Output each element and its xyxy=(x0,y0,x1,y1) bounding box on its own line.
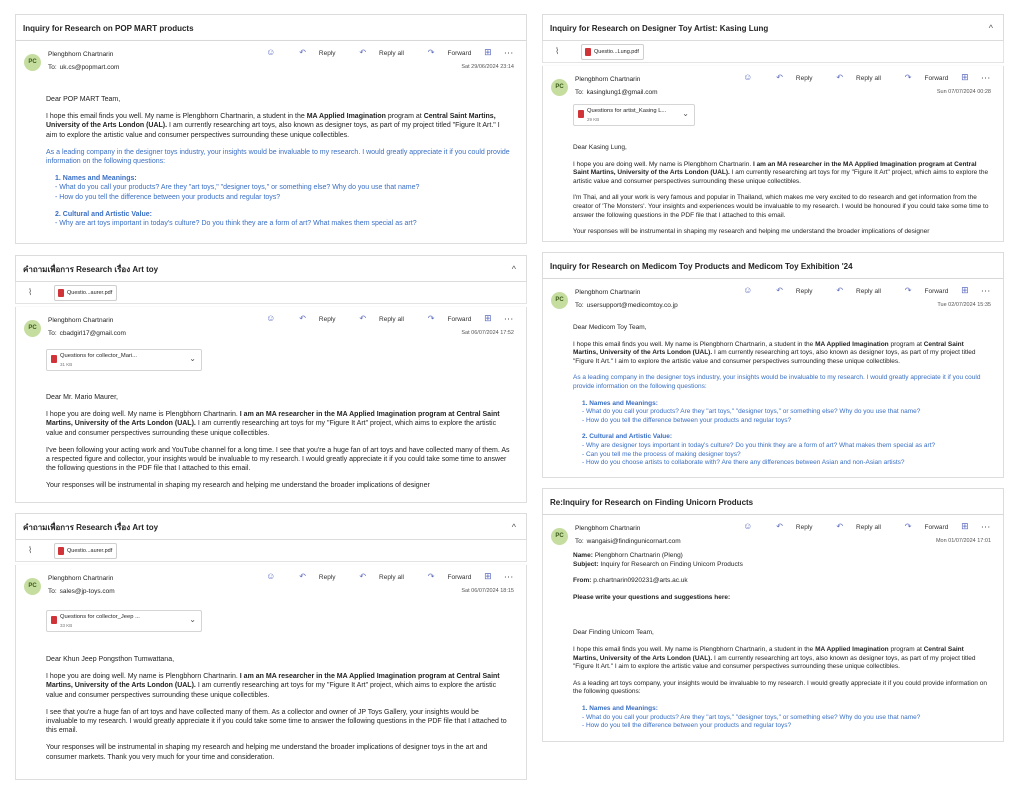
grid-view-icon[interactable]: ⊞ xyxy=(484,47,492,57)
avatar: PC xyxy=(24,54,41,71)
greeting: Dear Kasing Lung, xyxy=(573,144,627,151)
attachment-chip[interactable]: Questio...aurer.pdf xyxy=(54,543,117,559)
chevron-down-icon[interactable]: ⌄ xyxy=(189,615,196,624)
collapse-chevron-icon[interactable]: ^ xyxy=(511,522,516,532)
reply-all-button[interactable]: ↶ Reply all xyxy=(836,286,881,295)
emoji-reaction-icon[interactable]: ☺ xyxy=(266,47,276,57)
reply-icon: ↶ xyxy=(776,522,783,531)
more-options-button[interactable]: ··· xyxy=(504,316,514,323)
message-card xyxy=(542,279,1004,478)
reply-button[interactable]: ↶ Reply xyxy=(776,73,813,82)
message-card xyxy=(542,515,1004,742)
forward-icon: ↷ xyxy=(904,286,912,295)
message-actions xyxy=(255,313,514,325)
message-actions xyxy=(732,72,991,84)
reply-icon: ↶ xyxy=(299,314,306,323)
emoji-reaction-icon[interactable]: ☺ xyxy=(266,571,276,581)
recipient-line: To: cbadgirl17@gmail.com xyxy=(48,330,126,337)
reply-button[interactable]: ↶ Reply xyxy=(776,286,813,295)
email-subject[interactable]: Re:Inquiry for Research on Finding Unicorn Products xyxy=(542,488,1004,515)
reply-button[interactable]: ↶ Reply xyxy=(299,314,336,323)
more-options-button[interactable]: ··· xyxy=(504,50,514,57)
paperclip-icon: ⌇ xyxy=(28,287,33,297)
attachment-row xyxy=(542,41,1004,63)
attachment-size: 33 KB xyxy=(60,623,73,628)
message-body: Dear Medicom Toy Team, I hope this email finds you well. My name is Plengbhorn Chartnarin, a student in the MA Applied Imagination program at Central Saint Martins, University of the Arts London (UAL). I am currently researching art toys, also known as designer toys, as part of my project titled "Figure It Art." I aim to explore the artistic value and consumer perspectives surrounding these unique collectibles. As a leading company in the designer toys industry, your insights would be invaluable to my research. I would greatly appreciate it if you could provide information on the following questions: 1. Names and Meanings: - What do you call your products? Are they "art toys," "designer toys," or something else? Why do you use that name? - How do you tell the difference between your products and regular toys? 2. Cultural and Artistic Value: - Why are designer toys important in today's culture? Do you think they are a form of art? What makes them special as art? - Can you tell me the process of making designer toys? - How do you choose artists to collaborate with? Are there any differences between Asian and non-Asian artists? xyxy=(573,324,989,468)
sent-date: Sun 07/07/2024 00:28 xyxy=(936,89,991,95)
reply-all-icon: ↶ xyxy=(836,522,844,531)
reply-button[interactable]: ↶ Reply xyxy=(299,572,336,581)
forward-button[interactable]: ↷ Forward xyxy=(904,73,949,82)
message-actions xyxy=(255,571,514,583)
email-panel-medicom xyxy=(542,252,1004,478)
greeting: Dear Mr. Mario Maurer, xyxy=(46,394,118,401)
message-card xyxy=(15,307,527,503)
attachment-chip[interactable]: Questio...aurer.pdf xyxy=(54,285,117,301)
chevron-down-icon[interactable]: ⌄ xyxy=(189,354,196,363)
more-options-button[interactable]: ··· xyxy=(504,574,514,581)
recipient-line: To: kasinglung1@gmail.com xyxy=(575,89,658,96)
email-subject[interactable]: Inquiry for Research on POP MART products xyxy=(15,14,527,41)
recipient-address[interactable]: uk.cs@popmart.com xyxy=(59,64,120,71)
recipient-address[interactable]: wangaisi@findingunicornart.com xyxy=(586,538,681,545)
reply-icon: ↶ xyxy=(776,73,783,82)
emoji-reaction-icon[interactable]: ☺ xyxy=(266,313,276,323)
forward-button[interactable]: ↷ Forward xyxy=(427,48,472,57)
avatar: PC xyxy=(551,79,568,96)
reply-button[interactable]: ↶ Reply xyxy=(299,48,336,57)
message-body: Dear Kasing Lung, I hope you are doing well. My name is Plengbhorn Chartnarin. I am an MA researcher in the MA Applied Imagination program at Central Saint Martins, University of the Arts London (UAL). I am currently researching art toys for my "Figure It Art" project, which aims to explore the artistic value and consumer perspectives surrounding these unique collectibles. I'm Thai, and all your work is very famous and popular in Thailand, which makes me very excited to do research and get information from the creator of 'The Monsters'. Your insights and experiences would be invaluable to my research. I would be honoured if you could take some time to answer the following questions in the PDF file that I attached to this email. Your responses will be instrumental in shaping my research and helping me understand the broader implications of designer xyxy=(573,144,989,236)
email-panel-popmart xyxy=(15,14,527,244)
attachment-size: 31 KB xyxy=(60,362,73,367)
more-options-button[interactable]: ··· xyxy=(981,75,991,82)
email-subject[interactable]: คำถามเพื่อการ Research เรื่อง Art toy ^ xyxy=(15,513,527,540)
sender-name[interactable]: Plengbhorn Chartnarin xyxy=(575,289,641,296)
forward-icon: ↷ xyxy=(427,572,435,581)
forward-icon: ↷ xyxy=(904,522,912,531)
attachment-name: Questions for collector_Mari... xyxy=(60,353,137,359)
reply-all-button[interactable]: ↶ Reply all xyxy=(836,522,881,531)
greeting: Dear Finding Unicorn Team, xyxy=(573,629,654,637)
attachment-row xyxy=(15,540,527,562)
attachment-card[interactable] xyxy=(46,349,202,371)
reply-all-icon: ↶ xyxy=(836,286,844,295)
grid-view-icon[interactable]: ⊞ xyxy=(961,72,969,82)
reply-icon: ↶ xyxy=(776,286,783,295)
reply-all-icon: ↶ xyxy=(359,314,367,323)
message-actions xyxy=(255,47,514,59)
message-card xyxy=(542,66,1004,242)
email-subject[interactable]: Inquiry for Research on Designer Toy Artist: Kasing Lung ^ xyxy=(542,14,1004,41)
sender-name[interactable]: Plengbhorn Chartnarin xyxy=(48,317,114,324)
attachment-chip[interactable]: Questio...Lung.pdf xyxy=(581,44,644,60)
more-options-button[interactable]: ··· xyxy=(981,288,991,295)
sent-date: Tue 02/07/2024 15:35 xyxy=(937,302,991,308)
avatar: PC xyxy=(551,292,568,309)
forward-button[interactable]: ↷ Forward xyxy=(904,522,949,531)
forward-icon: ↷ xyxy=(904,73,912,82)
attachment-size: 29 KB xyxy=(587,117,600,122)
message-actions xyxy=(732,285,991,297)
reply-button[interactable]: ↶ Reply xyxy=(776,522,813,531)
attachment-card[interactable] xyxy=(46,610,202,632)
sender-name[interactable]: Plengbhorn Chartnarin xyxy=(48,575,114,582)
email-panel-kasing xyxy=(542,14,1004,242)
message-card xyxy=(15,565,527,780)
paperclip-icon: ⌇ xyxy=(555,46,560,56)
emoji-reaction-icon[interactable]: ☺ xyxy=(743,285,753,295)
greeting: Dear Khun Jeep Pongsthon Tumwattana, xyxy=(46,656,175,663)
grid-view-icon[interactable]: ⊞ xyxy=(484,313,492,323)
message-body: Dear Mr. Mario Maurer, I hope you are doing well. My name is Plengbhorn Chartnarin. I am an MA researcher in the MA Applied Imagination program at Central Saint Martins, University of the Arts London (UAL). I am currently researching art toys for my "Figure It Art" project, which aims to explore the artistic value and consumer perspectives surrounding these unique collectibles. I've been following your acting work and YouTube channel for a long time. I see that you're a huge fan of art toys and have collected many of them. As a respected figure and collector, your insights would be invaluable to my research. I would greatly appreciate it if you could take some time to answer the following questions in the PDF file that I attached to this email. Your responses will be instrumental in shaping my research and helping me understand the broader implications of designer xyxy=(46,393,512,499)
sent-date: Sat 29/06/2024 23:14 xyxy=(461,64,514,70)
reply-all-icon: ↶ xyxy=(359,572,367,581)
forward-icon: ↷ xyxy=(427,314,435,323)
message-card xyxy=(15,41,527,244)
chevron-down-icon[interactable]: ⌄ xyxy=(682,109,689,118)
recipient-line: To: wangaisi@findingunicornart.com xyxy=(575,538,681,545)
reply-all-button[interactable]: ↶ Reply all xyxy=(359,572,404,581)
recipient-address[interactable]: kasinglung1@gmail.com xyxy=(586,89,658,96)
greeting: Dear Medicom Toy Team, xyxy=(573,324,647,331)
sent-date: Mon 01/07/2024 17:01 xyxy=(935,538,991,544)
reply-icon: ↶ xyxy=(299,48,306,57)
email-subject[interactable]: คำถามเพื่อการ Research เรื่อง Art toy ^ xyxy=(15,255,527,282)
forward-button[interactable]: ↷ Forward xyxy=(427,314,472,323)
sender-name[interactable]: Plengbhorn Chartnarin xyxy=(575,525,641,532)
recipient-line: To: uk.cs@popmart.com xyxy=(48,64,120,71)
recipient-address[interactable]: cbadgirl17@gmail.com xyxy=(59,330,126,337)
grid-view-icon[interactable]: ⊞ xyxy=(961,285,969,295)
collapse-chevron-icon[interactable]: ^ xyxy=(511,264,516,274)
attachment-card[interactable] xyxy=(573,104,695,126)
reply-all-button[interactable]: ↶ Reply all xyxy=(359,314,404,323)
reply-all-button[interactable]: ↶ Reply all xyxy=(359,48,404,57)
paperclip-icon: ⌇ xyxy=(28,545,33,555)
avatar: PC xyxy=(551,528,568,545)
grid-view-icon[interactable]: ⊞ xyxy=(484,571,492,581)
recipient-line: To: usersupport@medicomtoy.co.jp xyxy=(575,302,678,309)
forward-button[interactable]: ↷ Forward xyxy=(427,572,472,581)
message-body: Dear Khun Jeep Pongsthon Tumwattana, I hope you are doing well. My name is Plengbhorn Chartnarin. I am an MA researcher in the MA Applied Imagination program at Central Saint Martins, University of the Arts London (UAL). I am currently researching art toys for my "Figure It Art" project, which aims to explore the artistic value and consumer perspectives surrounding these unique collectibles. I see that you're a huge fan of art toys and have collected many of them. As a collector and owner of JP Toys Gallery, your insights would be invaluable to my research. I would greatly appreciate it if you could take some time to answer the following questions in the PDF file that I attached to this email. Your responses will be instrumental in shaping my research and helping me understand the broader implications of designer toys in the art and consumer markets. Thank you very much for your time and consideration. xyxy=(46,655,512,770)
attachment-row xyxy=(15,282,527,304)
sender-name[interactable]: Plengbhorn Chartnarin xyxy=(575,76,641,83)
more-options-button[interactable]: ··· xyxy=(981,524,991,531)
sent-date: Sat 06/07/2024 18:15 xyxy=(461,588,514,594)
sender-name[interactable]: Plengbhorn Chartnarin xyxy=(48,51,114,58)
attachment-name: Questions for artist_Kasing L... xyxy=(587,108,667,114)
attachment-name: Questions for collector_Jeep ... xyxy=(60,614,140,620)
forward-icon: ↷ xyxy=(427,48,435,57)
reply-icon: ↶ xyxy=(299,572,306,581)
forward-button[interactable]: ↷ Forward xyxy=(904,286,949,295)
message-body: Dear POP MART Team, I hope this email finds you well. My name is Plengbhorn Chartnarin, a student in the MA Applied Imagination program at Central Saint Martins, University of the Arts London (UAL). I am currently researching art toys, also known as designer toys, as part of my project titled "Figure It Art." I aim to explore the artistic value and consumer perspectives surrounding these unique collectibles. As a leading company in the designer toys industry, your insights would be invaluable to my research. I would greatly appreciate it if you could provide information on the following questions: 1. Names and Meanings: - What do you call your products? Are they "art toys," "designer toys," or something else? Why do you use that name? - How do you tell the difference between your products and regular toys? 2. Cultural and Artistic Value: - Why are art toys important in today's culture? Do you think they are a form of art? What makes them special as art? xyxy=(46,95,512,228)
email-panel-jptoys xyxy=(15,513,527,780)
message-body: Name: Plengbhorn Chartnarin (Pleng) Subject: Inquiry for Research on Finding Unicorn Products From: p.chartnarin0920231@arts.ac.uk Please write your questions and suggestions here: Dear Finding Unicorn Team, I hope this email finds you well. My name is Plengbhorn Chartnarin, a student in the MA Applied Imagination program at Central Saint Martins, University of the Arts London (UAL). I am currently researching art toys, also known as designer toys, as part of my project titled "Figure It Art." I aim to explore the artistic value and consumer perspectives surrounding these unique collectibles. As a leading art toys company, your insights would be invaluable to my research. I would greatly appreciate it if you could provide information on the following questions: 1. Names and Meanings: - What do you call your products? Are they "art toys," "designer toys," or something else? Why do you use that name? - How do you tell the difference between your products and regular toys? xyxy=(573,552,989,731)
reply-all-button[interactable]: ↶ Reply all xyxy=(836,73,881,82)
recipient-line: To: sales@jp-toys.com xyxy=(48,588,115,595)
greeting: Dear POP MART Team, xyxy=(46,96,121,103)
reply-all-icon: ↶ xyxy=(836,73,844,82)
message-actions xyxy=(732,521,991,533)
email-subject[interactable]: Inquiry for Research on Medicom Toy Products and Medicom Toy Exhibition '24 xyxy=(542,252,1004,279)
collapse-chevron-icon[interactable]: ^ xyxy=(988,23,993,33)
reply-all-icon: ↶ xyxy=(359,48,367,57)
sent-date: Sat 06/07/2024 17:52 xyxy=(461,330,514,336)
recipient-address[interactable]: sales@jp-toys.com xyxy=(59,588,115,595)
avatar: PC xyxy=(24,578,41,595)
grid-view-icon[interactable]: ⊞ xyxy=(961,521,969,531)
email-panel-findingunicorn xyxy=(542,488,1004,742)
emoji-reaction-icon[interactable]: ☺ xyxy=(743,72,753,82)
avatar: PC xyxy=(24,320,41,337)
email-panel-mario xyxy=(15,255,527,503)
recipient-address[interactable]: usersupport@medicomtoy.co.jp xyxy=(586,302,678,309)
emoji-reaction-icon[interactable]: ☺ xyxy=(743,521,753,531)
